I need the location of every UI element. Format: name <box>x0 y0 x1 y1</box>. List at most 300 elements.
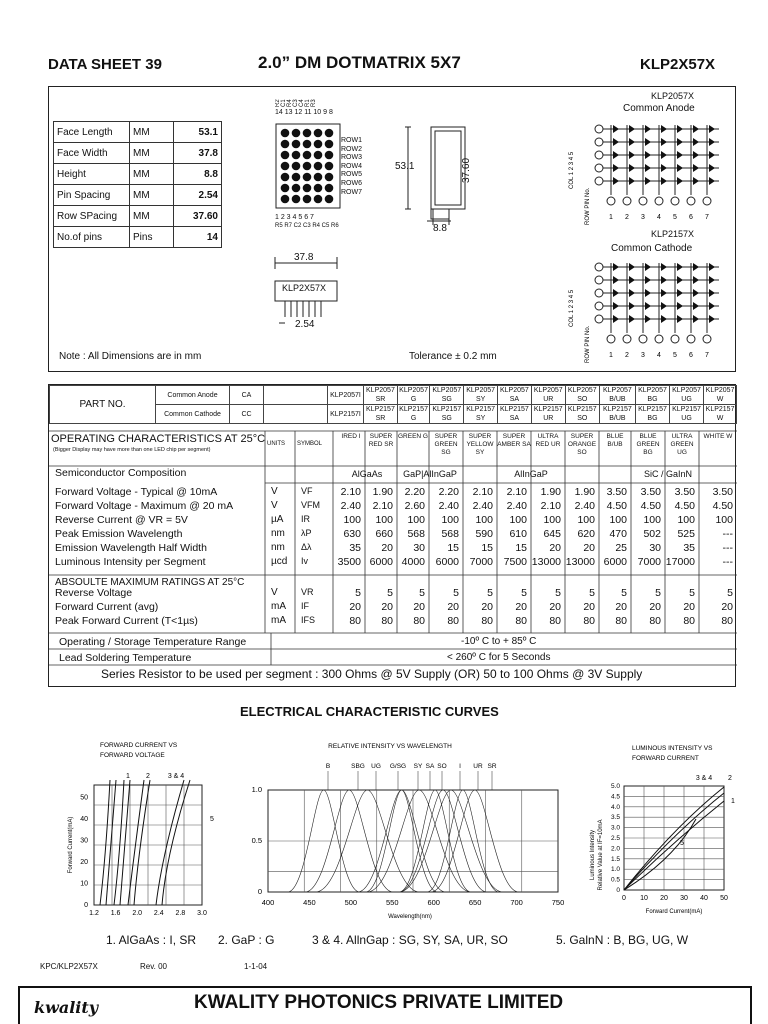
anode-subtitle: Common Anode <box>623 103 695 114</box>
y-tick: 0 <box>257 887 262 896</box>
chart-title: RELATIVE INTENSITY VS WAVELENGTH <box>328 743 452 750</box>
abs-value: 5 <box>355 587 361 599</box>
row-label: ROW7 <box>341 188 362 196</box>
led-dot <box>292 184 301 193</box>
semi-cell: SiC / GaInN <box>643 469 692 479</box>
y-tick: 10 <box>80 880 88 888</box>
diode-symbol <box>629 177 635 185</box>
diode-symbol <box>677 315 683 323</box>
chart-title: FORWARD CURRENT VS <box>100 742 178 749</box>
op-value: 568 <box>441 528 459 540</box>
series-label: 1 <box>731 798 735 805</box>
diode-symbol <box>629 315 635 323</box>
diode-symbol <box>645 276 651 284</box>
op-value: 2.60 <box>404 500 425 512</box>
li-curve <box>624 801 724 890</box>
y-tick: 1.0 <box>251 785 262 794</box>
op-value: 620 <box>577 528 595 540</box>
abs-label: Peak Forward Current (T<1µs) <box>55 615 198 627</box>
diode-symbol <box>709 315 715 323</box>
diode-symbol <box>693 138 699 146</box>
led-dot <box>281 151 290 160</box>
row-pin-number: 3 <box>641 352 645 359</box>
series-label: 1 <box>126 773 130 780</box>
diode-symbol <box>661 276 667 284</box>
abs-value: 80 <box>381 615 393 627</box>
op-value: 6000 <box>603 556 627 568</box>
led-dot <box>303 173 312 182</box>
diode-symbol <box>693 125 699 133</box>
abs-value: 5 <box>555 587 561 599</box>
op-value: 100 <box>715 514 733 526</box>
diode-symbol <box>709 151 715 159</box>
x-tick: 650 <box>468 898 482 907</box>
anode-part: KLP2057 SR <box>364 386 398 405</box>
led-dot <box>314 184 323 193</box>
y-tick: 50 <box>80 794 88 802</box>
op-value: 610 <box>509 528 527 540</box>
abs-value: 5 <box>453 587 459 599</box>
x-tick: 2.4 <box>153 910 164 915</box>
abs-value: 80 <box>649 615 661 627</box>
diode-symbol <box>661 315 667 323</box>
led-dot <box>281 162 290 171</box>
diode-symbol <box>629 138 635 146</box>
abs-value: 20 <box>413 601 425 613</box>
abs-value: 20 <box>515 601 527 613</box>
op-value: 568 <box>407 528 425 540</box>
x-tick: 500 <box>344 898 358 907</box>
top-pin-labels: R2 C1 R4 C3 C4 R1 R3 <box>275 99 317 107</box>
diode-symbol <box>629 276 635 284</box>
led-dot <box>325 173 334 182</box>
x-tick: 1.2 <box>89 910 99 915</box>
abs-symbol: VR <box>301 587 314 597</box>
op-value: 15 <box>447 542 459 554</box>
op-value: 630 <box>343 528 361 540</box>
x-tick: 750 <box>551 898 565 907</box>
op-value: 100 <box>407 514 425 526</box>
led-dot <box>303 195 312 204</box>
abs-value: 80 <box>515 615 527 627</box>
cathode-part: KLP2157 SG <box>430 405 464 424</box>
x-tick: 700 <box>510 898 523 907</box>
op-symbol: VFM <box>301 500 320 510</box>
dim-depth: 8.8 <box>433 223 447 234</box>
abs-unit: mA <box>271 615 286 626</box>
row-label: ROW2 <box>341 145 362 153</box>
doc-code: KPC/KLP2X57X <box>40 962 98 971</box>
row-label: ROW5 <box>341 171 362 179</box>
spec-unit: Pins <box>130 227 174 248</box>
common-anode: Common Anode <box>156 386 230 405</box>
op-symbol: VF <box>301 486 313 496</box>
op-unit: µcd <box>271 556 288 567</box>
op-value: 7000 <box>637 556 661 568</box>
op-value: 2.10 <box>372 500 393 512</box>
diode-symbol <box>661 151 667 159</box>
anode-part: KLP2057 SA <box>498 386 532 405</box>
spec-unit: MM <box>130 122 174 143</box>
op-value: 2.40 <box>438 500 459 512</box>
characteristics-panel <box>48 384 736 687</box>
cathode-part: KLP2157 SR <box>364 405 398 424</box>
led-dot <box>303 162 312 171</box>
op-value: 15 <box>515 542 527 554</box>
op-value: 100 <box>609 514 627 526</box>
x-tick: 1.6 <box>110 910 121 915</box>
peak-label: I <box>459 763 461 770</box>
diode-symbol <box>661 302 667 310</box>
op-value: 100 <box>375 514 393 526</box>
op-value: 30 <box>649 542 661 554</box>
diode-symbol <box>661 164 667 172</box>
op-symbol: λP <box>301 528 312 538</box>
diode-symbol <box>661 138 667 146</box>
row-pin-label: ROW PIN No. <box>585 187 591 225</box>
diode-symbol <box>629 302 635 310</box>
diode-symbol <box>645 164 651 172</box>
bottom-pin-labels: R5 R7 C2 C3 R4 C5 R6 <box>275 223 339 229</box>
diode-symbol <box>693 315 699 323</box>
chart-title: LUMINOUS INTENSITY VS <box>632 745 713 752</box>
op-unit: V <box>271 486 278 497</box>
doc-rev: Rev. 00 <box>140 962 167 971</box>
op-value: 100 <box>509 514 527 526</box>
diode-symbol <box>613 263 619 271</box>
spec-name: Height <box>54 164 130 185</box>
op-unit: µA <box>271 514 284 525</box>
led-dot <box>292 129 301 138</box>
op-value: 525 <box>677 528 695 540</box>
abs-symbol: IFS <box>301 615 316 625</box>
spec-row <box>54 164 222 185</box>
op-value: 470 <box>609 528 627 540</box>
diode-symbol <box>645 125 651 133</box>
op-value: 2.40 <box>472 500 493 512</box>
dim-height: 53.1 <box>395 161 415 172</box>
x-tick: 50 <box>720 895 728 902</box>
led-dot <box>281 184 290 193</box>
cathode-title: KLP2157X <box>651 229 695 239</box>
series-label: 2 <box>146 773 150 780</box>
doc-date: 1-1-04 <box>244 962 268 971</box>
diode-symbol <box>693 151 699 159</box>
spec-unit: MM <box>130 143 174 164</box>
row-pin-label: ROW PIN No. <box>585 325 591 363</box>
part-label: KLP2X57X <box>282 283 327 293</box>
spec-value: 2.54 <box>174 185 222 206</box>
anode-part: KLP2057 B/UB <box>599 386 635 405</box>
cathode-prefix: KLP2157I <box>328 405 364 424</box>
op-value: 20 <box>583 542 595 554</box>
led-dot <box>303 184 312 193</box>
led-dot <box>303 129 312 138</box>
abs-value: 80 <box>481 615 493 627</box>
diode-symbol <box>629 151 635 159</box>
row-pin-number: 5 <box>673 214 677 221</box>
led-dot <box>281 173 290 182</box>
abs-value: 20 <box>349 601 361 613</box>
common-anode-schematic <box>559 119 729 229</box>
row-label: ROW4 <box>341 162 362 170</box>
row-pin-number: 1 <box>609 214 613 221</box>
diode-symbol <box>677 263 683 271</box>
abs-value: 80 <box>721 615 733 627</box>
y-tick: 1.0 <box>610 866 620 874</box>
color-header: SUPER AMBER SA <box>497 433 531 448</box>
semi-label: Semiconductor Composition <box>55 467 187 479</box>
peak-label: B <box>325 763 331 770</box>
y-tick: 4.5 <box>610 793 620 801</box>
diode-symbol <box>629 125 635 133</box>
cathode-part: KLP2157 SO <box>565 405 599 424</box>
color-header: ULTRA RED UR <box>535 433 561 448</box>
diode-symbol <box>709 164 715 172</box>
y-tick: 5.0 <box>610 783 620 790</box>
y-tick: 1.5 <box>610 855 620 863</box>
op-value: 15 <box>481 542 493 554</box>
spec-name: Face Width <box>54 143 130 164</box>
op-label: Peak Emission Wavelength <box>55 528 183 540</box>
y-tick: 30 <box>80 837 88 845</box>
op-label: Reverse Current @ VR = 5V <box>55 514 188 526</box>
abs-value: 5 <box>487 587 493 599</box>
legend-galnn: 5. GalnN : B, BG, UG, W <box>556 933 689 947</box>
op-value: 6000 <box>369 556 393 568</box>
abs-value: 80 <box>683 615 695 627</box>
spec-value: 8.8 <box>174 164 222 185</box>
fv-curve <box>100 780 110 905</box>
led-dot <box>303 140 312 149</box>
y-tick: 0 <box>84 902 88 909</box>
op-label: Emission Wavelength Half Width <box>55 542 207 554</box>
diode-symbol <box>677 164 683 172</box>
anode-prefix: KLP2057I <box>328 386 364 405</box>
cathode-part: KLP2157 UR <box>531 405 565 424</box>
diode-symbol <box>613 125 619 133</box>
abs-value: 80 <box>447 615 459 627</box>
abs-value: 5 <box>655 587 661 599</box>
common-cathode-schematic <box>559 257 729 367</box>
peak-label: SR <box>487 763 497 770</box>
series-resistor-note: Series Resistor to be used per segment : 300 Ohms @ 5V Supply (OR) 50 to 100 Ohms @ 3V Supply <box>101 667 643 681</box>
color-header: GREEN G <box>398 433 428 440</box>
series-label: 2 <box>728 775 732 782</box>
diode-symbol <box>693 263 699 271</box>
fv-curve <box>120 780 130 905</box>
dimensions-note: Note : All Dimensions are in mm <box>59 351 202 362</box>
color-header: ULTRA GREEN UG <box>670 433 694 456</box>
led-dot <box>292 173 301 182</box>
y-label: Luminous Intensity <box>590 829 596 881</box>
row-pin-number: 2 <box>625 352 629 359</box>
x-tick: 20 <box>660 895 668 902</box>
series-label: 5 <box>210 816 214 823</box>
cathode-part: KLP2157 SA <box>498 405 532 424</box>
dot-matrix-face <box>275 123 343 211</box>
diode-symbol <box>661 177 667 185</box>
diode-symbol <box>613 151 619 159</box>
op-value: --- <box>722 542 733 554</box>
op-value: 7500 <box>503 556 527 568</box>
abs-label: Reverse Voltage <box>55 587 133 599</box>
row-pin-number: 4 <box>657 214 661 221</box>
x-tick: 550 <box>386 898 399 907</box>
abs-value: 20 <box>683 601 695 613</box>
abs-value: 80 <box>615 615 627 627</box>
cathode-part: KLP2157 SY <box>464 405 498 424</box>
peak-label: UR <box>473 763 483 770</box>
company-name: KWALITY PHOTONICS PRIVATE LIMITED <box>194 992 564 1013</box>
diode-symbol <box>677 276 683 284</box>
spec-row <box>54 143 222 164</box>
abs-unit: V <box>271 587 278 598</box>
spec-name: Row SPacing <box>54 206 130 227</box>
op-label: Forward Voltage - Typical @ 10mA <box>55 486 218 498</box>
diode-symbol <box>645 263 651 271</box>
abs-value: 20 <box>649 601 661 613</box>
peak-label: SY <box>413 763 423 770</box>
spec-row <box>54 206 222 227</box>
abs-value: 20 <box>721 601 733 613</box>
row-pin-number: 7 <box>705 352 709 359</box>
top-pin-numbers: 14 13 12 11 10 9 8 <box>275 109 333 116</box>
cathode-subtitle: Common Cathode <box>611 243 693 254</box>
spec-value: 14 <box>174 227 222 248</box>
cathode-part: KLP2157 W <box>704 405 737 424</box>
spec-value: 37.8 <box>174 143 222 164</box>
op-value: 13000 <box>565 556 595 568</box>
abs-label: Forward Current (avg) <box>55 601 159 613</box>
diode-symbol <box>677 138 683 146</box>
op-value: 2.20 <box>404 486 425 498</box>
chart-title: FORWARD VOLTAGE <box>100 752 165 759</box>
diode-symbol <box>677 302 683 310</box>
x-tick: 2.8 <box>175 910 186 915</box>
y-tick: 0 <box>616 887 620 894</box>
diode-symbol <box>693 164 699 172</box>
spec-table <box>53 121 222 248</box>
abs-value: 5 <box>689 587 695 599</box>
op-value: 1.90 <box>574 486 595 498</box>
y-label: Forward Current(mA) <box>68 816 74 874</box>
chart-forward-current <box>50 735 220 915</box>
li-curve <box>624 787 724 890</box>
legend-algaas: 1. AlGaAs : I, SR <box>106 933 197 947</box>
x-tick: 30 <box>680 895 688 902</box>
series-label: 3 & 4 <box>167 773 185 780</box>
anode-part: KLP2057 UG <box>669 386 703 405</box>
op-value: 2.10 <box>506 486 527 498</box>
op-value: 1.90 <box>540 486 561 498</box>
diode-symbol <box>613 315 619 323</box>
dim-face: 37.8 <box>294 252 314 263</box>
op-value: 3.50 <box>674 486 695 498</box>
diode-symbol <box>645 151 651 159</box>
dim-pin: 2.54 <box>295 319 315 330</box>
op-unit: V <box>271 500 278 511</box>
color-header: WHITE W <box>703 433 733 440</box>
op-value: 100 <box>343 514 361 526</box>
tolerance-note: Tolerance ± 0.2 mm <box>409 351 497 362</box>
row-label: ROW1 <box>341 137 362 144</box>
x-label: Wavelength(nm) <box>388 914 432 920</box>
led-dot <box>292 151 301 160</box>
series-label: 5 <box>680 840 684 847</box>
op-value: 6000 <box>435 556 459 568</box>
diode-symbol <box>629 263 635 271</box>
led-dot <box>281 195 290 204</box>
op-value: 3.50 <box>606 486 627 498</box>
temp-label: Operating / Storage Temperature Range <box>59 636 247 648</box>
led-dot <box>325 129 334 138</box>
units-header: UNITS <box>267 441 285 447</box>
abs-value: 20 <box>447 601 459 613</box>
op-value: 35 <box>683 542 695 554</box>
diode-symbol <box>709 289 715 297</box>
spec-row <box>54 122 222 143</box>
op-label: Forward Voltage - Maximum @ 20 mA <box>55 500 234 512</box>
led-dot <box>314 162 323 171</box>
diode-symbol <box>645 302 651 310</box>
symbol-header: SYMBOL <box>297 441 323 447</box>
op-value: 100 <box>475 514 493 526</box>
cc: CC <box>230 405 264 424</box>
peak-label: SBG <box>351 763 365 770</box>
spec-name: Face Length <box>54 122 130 143</box>
op-value: 3.50 <box>712 486 733 498</box>
op-value: 2.40 <box>340 500 361 512</box>
op-value: --- <box>722 528 733 540</box>
row-label: ROW6 <box>341 179 362 187</box>
peak-label: G/SG <box>389 763 407 770</box>
op-value: 4.50 <box>674 500 695 512</box>
op-symbol: Iv <box>301 556 309 566</box>
op-value: 645 <box>543 528 561 540</box>
diode-symbol <box>693 276 699 284</box>
op-title: OPERATING CHARACTERISTICS AT 25°C <box>51 433 266 445</box>
op-value: 100 <box>677 514 695 526</box>
spec-unit: MM <box>130 206 174 227</box>
abs-value: 5 <box>387 587 393 599</box>
diode-symbol <box>693 289 699 297</box>
cathode-part: KLP2157 UG <box>669 405 703 424</box>
diode-symbol <box>709 125 715 133</box>
abs-value: 20 <box>615 601 627 613</box>
spec-name: Pin Spacing <box>54 185 130 206</box>
anode-part: KLP2057 BG <box>635 386 669 405</box>
abs-unit: mA <box>271 601 286 612</box>
y-tick: 3.5 <box>610 814 620 822</box>
row-pin-number: 2 <box>625 214 629 221</box>
row-pin-number: 6 <box>689 214 693 221</box>
abs-value: 5 <box>521 587 527 599</box>
abs-value: 5 <box>621 587 627 599</box>
col-label: COL 1 2 3 4 5 <box>569 289 575 327</box>
op-symbol: IR <box>301 514 310 524</box>
x-tick: 10 <box>640 895 648 902</box>
fv-curve <box>106 780 116 905</box>
semi-cell: AlGaAs <box>351 469 383 479</box>
op-value: 30 <box>413 542 425 554</box>
diode-symbol <box>645 138 651 146</box>
op-unit: nm <box>271 528 285 539</box>
spec-row <box>54 227 222 248</box>
legend-allngap: 3 & 4. AllnGap : SG, SY, SA, UR, SO <box>312 933 508 947</box>
op-value: 13000 <box>531 556 561 568</box>
peak-label: UG <box>371 763 381 770</box>
